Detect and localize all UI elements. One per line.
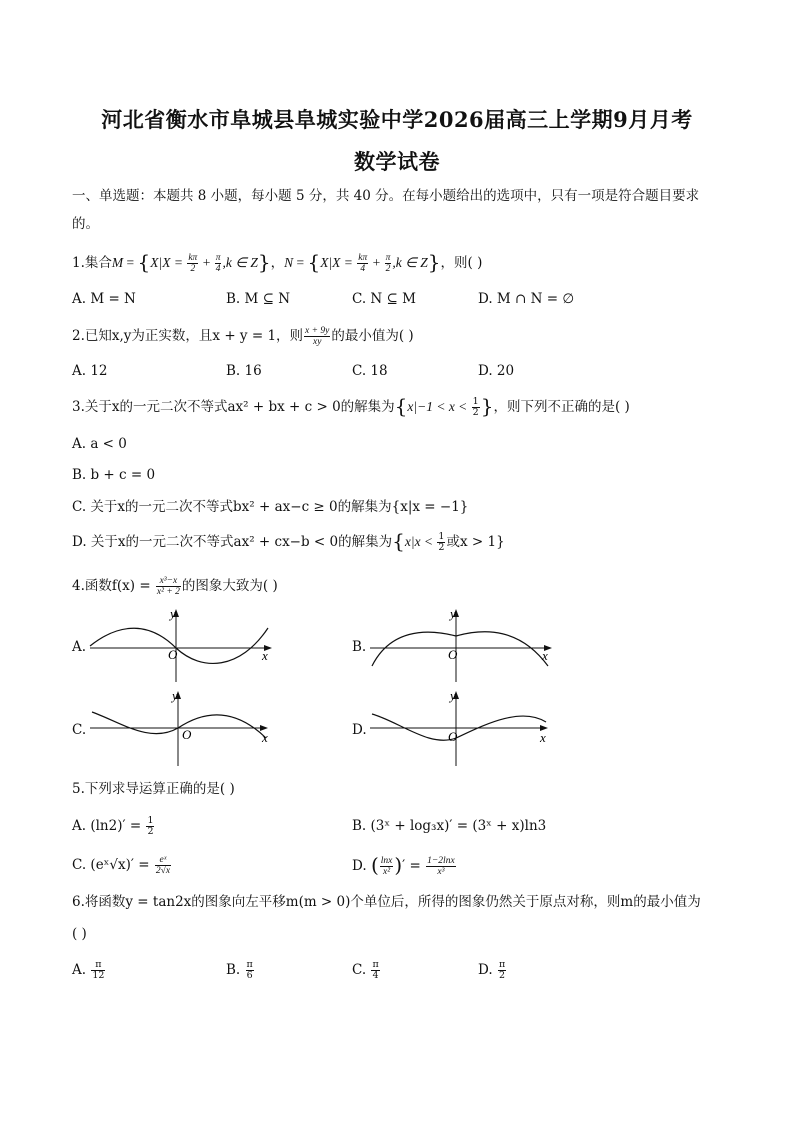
section-instructions: 一、单选题：本题共 8 小题，每小题 5 分，共 40 分。在每小题给出的选项中，只有一项是符合题目要求 bbox=[72, 188, 700, 204]
exam-title: 河北省衡水市阜城县阜城实验中学2026届高三上学期9月月考 bbox=[101, 107, 693, 132]
q4-graph-b bbox=[370, 604, 560, 684]
origin-label: O bbox=[448, 729, 458, 744]
q3-option-d: D. 关于x的一元二次不等式ax² + cx−b < 0的解集为{x|x < $\frac{1}{2}$ 或x > 1} bbox=[72, 529, 505, 553]
function-curve bbox=[92, 712, 266, 738]
x-axis-label: x bbox=[262, 648, 268, 663]
q4-graph-c bbox=[90, 686, 280, 768]
q5-option-d: D. ( $\frac{\ln x}{\text{x²}}$ )′ = $\frac{1-2\ln x}{\text{x³}}$ bbox=[352, 853, 455, 877]
q6-option-d: D. $\frac{\pi}{2}$ bbox=[478, 959, 506, 981]
origin-label: O bbox=[168, 647, 178, 662]
q4-option-c-label: C. bbox=[72, 722, 87, 738]
q3-option-a: A. a < 0 bbox=[72, 436, 127, 452]
question-1-stem: 1.集合M = {X|X = $\frac{k\pi}{2}$ + $\frac{\pi}{4}$ ,k ∈ Z}，N = {X|X = $\frac{k\pi}{4}$ + $\frac{\pi}{2}$ ,k ∈ Z}，则( ) bbox=[72, 250, 483, 274]
q3-option-b: B. b + c = 0 bbox=[72, 467, 156, 483]
question-4-stem: 4.函数f(x) = $\frac{\text{x³−x}}{\text{x² + 2}}$ 的图象大致为( ) bbox=[72, 576, 278, 597]
q2-option-b: B. 16 bbox=[226, 363, 262, 379]
question-3-stem: 3.关于x的一元二次不等式ax² + bx + c > 0的解集为{x|−1 < x < $\frac{1}{2}$ }，则下列不正确的是( ) bbox=[72, 394, 630, 418]
q1-option-a: A. M = N bbox=[72, 291, 136, 307]
origin-label: O bbox=[182, 727, 192, 742]
y-axis-label: y bbox=[172, 688, 178, 703]
function-curve bbox=[372, 714, 546, 740]
question-6-stem: 6.将函数y = tan2x的图象向左平移m(m > 0)个单位后，所得的图象仍然关于原点对称，则m的最小值为 bbox=[72, 894, 701, 910]
q4-option-a-label: A. bbox=[72, 639, 87, 655]
q6-option-c: C. $\frac{\pi}{4}$ bbox=[352, 959, 379, 981]
origin-label: O bbox=[448, 647, 458, 662]
q2-option-c: C. 18 bbox=[352, 363, 388, 379]
q2-option-a: A. 12 bbox=[72, 363, 108, 379]
q5-option-c: C. (eˣ√x)′ = $\frac{\text{eˣ}}{2√x}$ bbox=[72, 855, 171, 876]
q2-option-d: D. 20 bbox=[478, 363, 515, 379]
x-axis-label: x bbox=[542, 648, 548, 663]
q5-option-a: A. (ln2)′ = $\frac{1}{2}$ bbox=[72, 815, 154, 837]
q5-option-b: B. (3ˣ + log₃x)′ = (3ˣ + x)ln3 bbox=[352, 818, 547, 834]
q4-option-b-label: B. bbox=[352, 639, 367, 655]
x-axis-label: x bbox=[540, 730, 546, 745]
question-5-stem: 5.下列求导运算正确的是( ) bbox=[72, 781, 235, 797]
question-2-stem: 2.已知x,y为正实数，且x + y = 1，则 $\frac{x + 9y}{xy}$ 的最小值为( ) bbox=[72, 326, 414, 347]
question-6-stem-end: ( ) bbox=[72, 926, 87, 942]
y-axis-label: y bbox=[450, 606, 456, 621]
x-axis-label: x bbox=[262, 730, 268, 745]
function-curve bbox=[90, 628, 268, 663]
q1-option-b: B. M ⊆ N bbox=[226, 291, 291, 307]
q6-option-a: A. $\frac{\pi}{12}$ bbox=[72, 959, 105, 981]
q1-option-c: C. N ⊆ M bbox=[352, 291, 416, 307]
y-axis-label: y bbox=[170, 606, 176, 621]
q4-option-d-label: D. bbox=[352, 722, 367, 738]
q1-option-d: D. M ∩ N = ∅ bbox=[478, 291, 575, 307]
exam-subtitle: 数学试卷 bbox=[354, 149, 440, 174]
q6-option-b: B. $\frac{\pi}{6}$ bbox=[226, 959, 253, 981]
q4-graph-a bbox=[90, 604, 280, 684]
q3-option-c: C. 关于x的一元二次不等式bx² + ax−c ≥ 0的解集为{x|x = −1} bbox=[72, 499, 469, 515]
q4-graph-d bbox=[370, 686, 560, 768]
y-axis-label: y bbox=[450, 688, 456, 703]
section-instructions-end: 的。 bbox=[72, 216, 99, 232]
function-curve bbox=[372, 632, 548, 666]
